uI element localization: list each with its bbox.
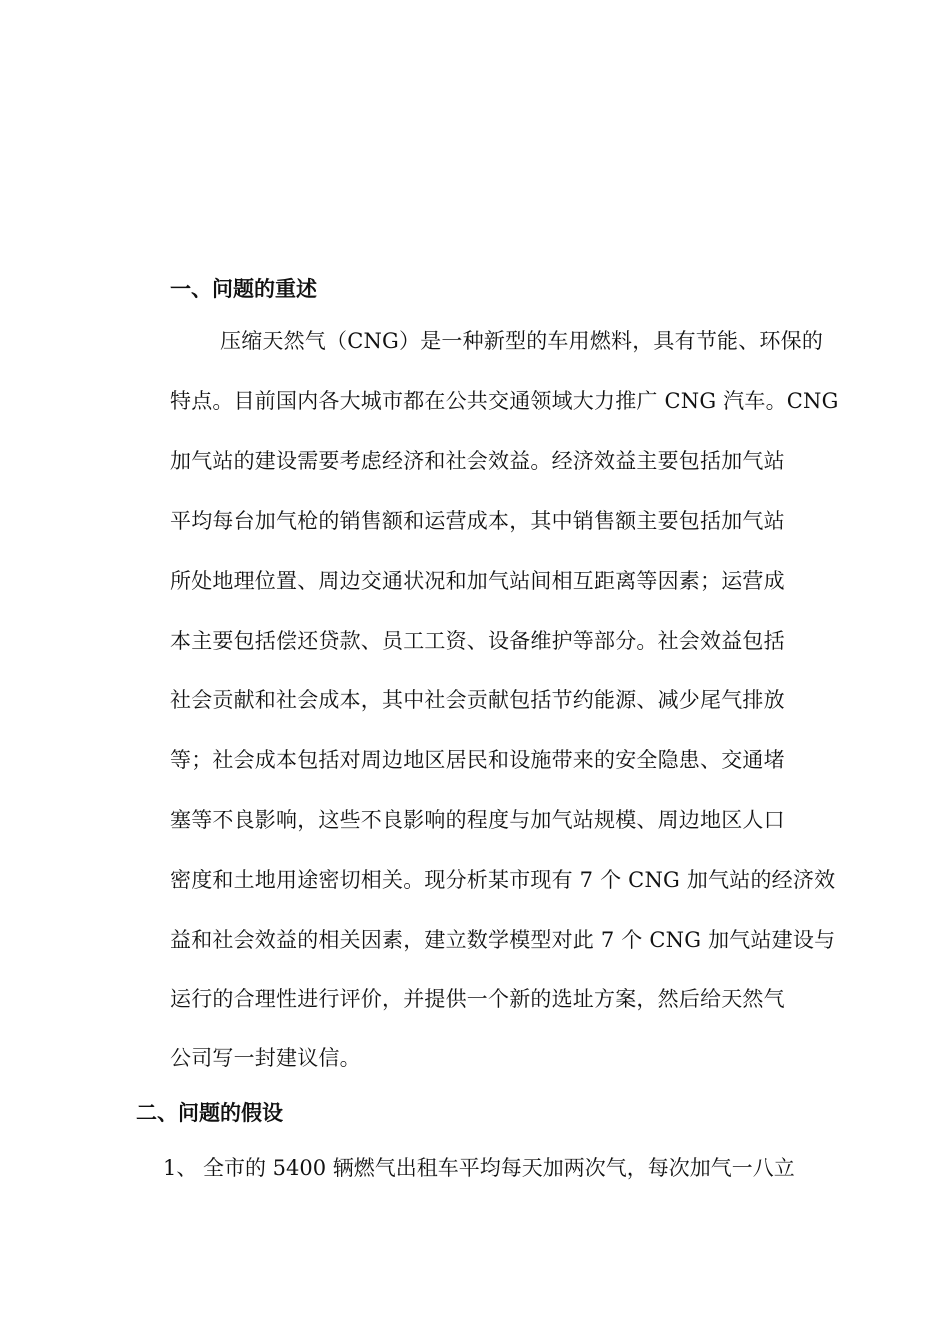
paragraph-line: 特点。目前国内各大城市都在公共交通领域大力推广 CNG 汽车。CNG	[170, 389, 839, 413]
section-heading-assumptions: 二、问题的假设	[136, 1101, 283, 1125]
paragraph-line: 社会贡献和社会成本，其中社会贡献包括节约能源、减少尾气排放	[170, 688, 785, 712]
paragraph-line: 运行的合理性进行评价，并提供一个新的选址方案，然后给天然气	[170, 987, 785, 1011]
paragraph-line: 所处地理位置、周边交通状况和加气站间相互距离等因素；运营成	[170, 569, 785, 593]
paragraph-line: 益和社会效益的相关因素，建立数学模型对此 7 个 CNG 加气站建设与	[170, 928, 836, 952]
section-heading-restatement: 一、问题的重述	[170, 277, 317, 301]
list-item-number: 1、	[163, 1156, 198, 1180]
paragraph-line: 等；社会成本包括对周边地区居民和设施带来的安全隐患、交通堵	[170, 748, 785, 772]
paragraph-line: 塞等不良影响，这些不良影响的程度与加气站规模、周边地区人口	[170, 808, 785, 832]
list-item	[163, 1153, 795, 1183]
paragraph-line: 平均每台加气枪的销售额和运营成本，其中销售额主要包括加气站	[170, 509, 785, 533]
paragraph-line: 压缩天然气（CNG）是一种新型的车用燃料，具有节能、环保的	[220, 329, 824, 353]
paragraph-line: 密度和土地用途密切相关。现分析某市现有 7 个 CNG 加气站的经济效	[170, 868, 836, 892]
paragraph-line: 公司写一封建议信。	[170, 1046, 361, 1070]
paragraph-line: 加气站的建设需要考虑经济和社会效益。经济效益主要包括加气站	[170, 449, 785, 473]
list-item-text: 全市的 5400 辆燃气出租车平均每天加两次气，每次加气一八立	[203, 1156, 795, 1180]
paragraph-line: 本主要包括偿还贷款、员工工资、设备维护等部分。社会效益包括	[170, 629, 785, 653]
